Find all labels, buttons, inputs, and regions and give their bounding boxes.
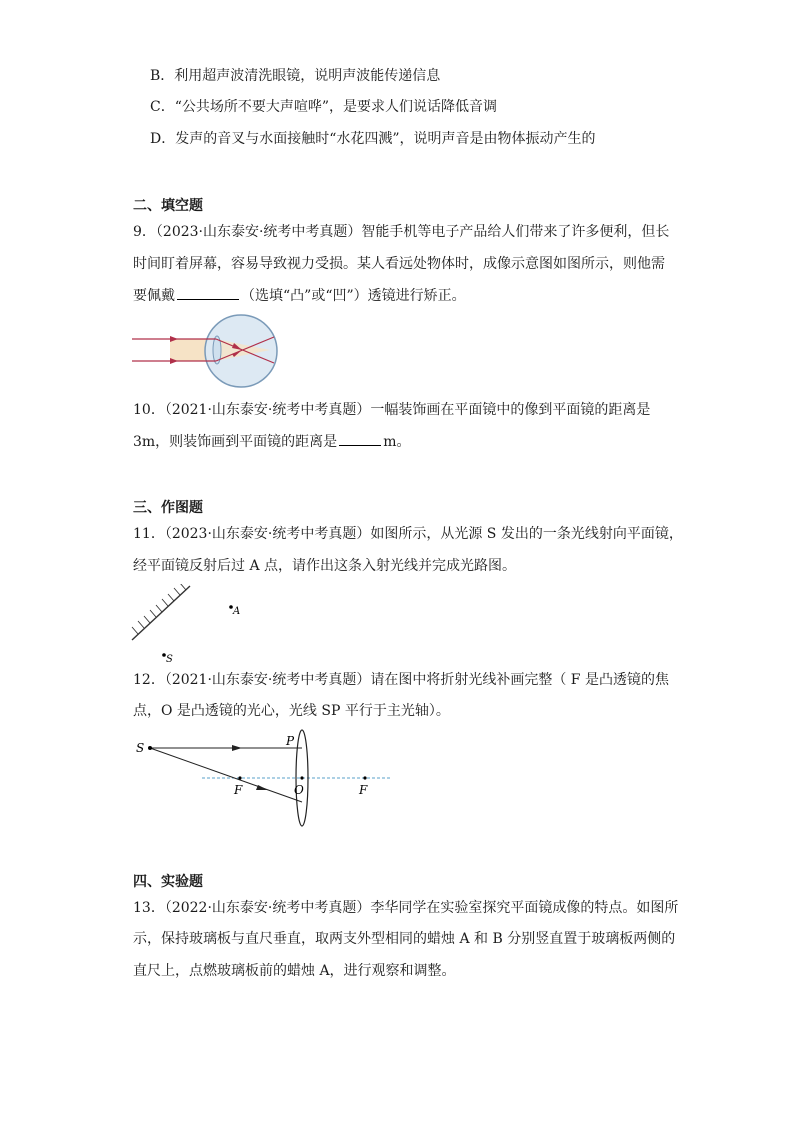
plane-mirror (132, 586, 190, 640)
label-f-left: F (234, 783, 243, 797)
q13-line-2: 示，保持玻璃板与直尺垂直，取两支外型相同的蜡烛 A 和 B 分别竖直置于玻璃板两侧的 (133, 931, 676, 947)
arrow-so (256, 785, 268, 790)
q9-line-1: 9．（2023·山东泰安·统考中考真题）智能手机等电子产品给人们带来了许多便利，但长 (133, 224, 670, 240)
ray-so (150, 748, 302, 802)
q8-option-d: D．发声的音叉与水面接触时“水花四溅”，说明声音是由物体振动产生的 (150, 131, 596, 147)
q9-line-3 (133, 285, 466, 306)
q10-line-2 (133, 431, 410, 452)
mirror-hatching (132, 584, 186, 634)
arrow-sp (232, 745, 242, 751)
lens-diagram (132, 728, 394, 832)
eye-diagram (130, 313, 290, 391)
label-f-right: F (359, 783, 368, 797)
q8-option-c: C．“公共场所不要大声喧哗”，是要求人们说话降低音调 (150, 99, 498, 115)
q12-line-2: 点，O 是凸透镜的光心，光线 SP 平行于主光轴）。 (133, 703, 450, 719)
point-f-right (363, 776, 366, 779)
q11-line-1: 11．（2023·山东泰安·统考中考真题）如图所示，从光源 S 发出的一条光线射向平面镜， (133, 526, 683, 542)
q9-line-3-prefix: 要佩戴 (133, 288, 175, 304)
mirror-diagram (128, 584, 258, 666)
q9-answer-blank[interactable] (177, 285, 239, 300)
q13-line-3: 直尺上，点燃玻璃板前的蜡烛 A，进行观察和调整。 (133, 963, 456, 979)
label-o: O (294, 783, 304, 797)
q9-line-3-suffix: （选填“凸”或“凹”）透镜进行矫正。 (241, 288, 466, 304)
point-s (148, 746, 152, 750)
q11-line-2: 经平面镜反射后过 A 点，请作出这条入射光线并完成光路图。 (133, 558, 517, 574)
q10-answer-blank[interactable] (339, 431, 381, 446)
section-title-experiment: 四、实验题 (133, 874, 203, 890)
label-s: S (136, 741, 145, 755)
label-a: A (233, 606, 241, 617)
q10-line-2-suffix: m。 (383, 434, 411, 450)
label-s: S (166, 654, 173, 665)
section-title-fill-blank: 二、填空题 (133, 198, 203, 214)
q10-line-2-prefix: 3m，则装饰画到平面镜的距离是 (133, 434, 338, 450)
q9-line-2: 时间盯着屏幕，容易导致视力受损。某人看远处物体时，成像示意图如图所示，则他需 (133, 256, 665, 272)
point-o (300, 776, 303, 779)
q8-option-b: B．利用超声波清洗眼镜，说明声波能传递信息 (150, 68, 441, 84)
q13-line-1: 13．（2022·山东泰安·统考中考真题）李华同学在实验室探究平面镜成像的特点。如图所 (133, 900, 679, 916)
q12-line-1: 12．（2021·山东泰安·统考中考真题）请在图中将折射光线补画完整（ F 是凸透镜的焦 (133, 672, 669, 688)
q10-line-1: 10．（2021·山东泰安·统考中考真题）一幅装饰画在平面镜中的像到平面镜的距离是 (133, 402, 651, 418)
section-title-drawing: 三、作图题 (133, 500, 203, 516)
label-p: P (286, 734, 295, 748)
point-f-left (238, 776, 241, 779)
